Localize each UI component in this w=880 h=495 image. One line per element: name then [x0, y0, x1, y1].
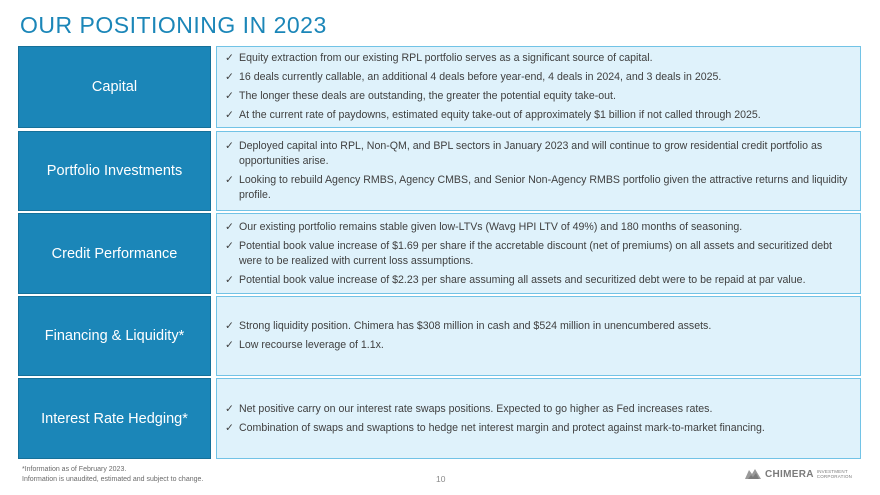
- check-icon: ✓: [225, 71, 234, 83]
- row-content: [216, 213, 861, 294]
- bullet-item: ✓ The longer these deals are outstanding, the greater the potential equity take-out.: [225, 90, 616, 102]
- check-icon: ✓: [225, 339, 234, 351]
- row-content: [216, 46, 861, 128]
- row-content: [216, 296, 861, 376]
- row-interest-rate-hedging: [18, 378, 861, 459]
- bullet-item: ✓ Potential book value increase of $2.23 per share assuming all assets and securitized debt were to be repaid at par value.: [225, 273, 806, 286]
- bullet-item: ✓ Deployed capital into RPL, Non-QM, and BPL sectors in January 2023 and will continue to grow residential credit portfolio as opportunities arise.: [225, 140, 823, 167]
- bullet-item: ✓ At the current rate of paydowns, estimated equity take-out of approximately $1 billion if not called through 2025.: [225, 109, 761, 121]
- check-icon: ✓: [225, 90, 234, 102]
- check-icon: ✓: [225, 174, 234, 186]
- bullet-item: ✓ Strong liquidity position. Chimera has $308 million in cash and $524 million in unencumbered assets.: [225, 320, 712, 332]
- bullet-item: ✓ Net positive carry on our interest rate swaps positions. Expected to go higher as Fed increases rates.: [225, 402, 713, 415]
- footnote-line: *Information as of February 2023.: [22, 466, 127, 473]
- company-logo: [744, 467, 852, 481]
- bullet-item: ✓ Potential book value increase of $1.69 per share if the accretable discount (net of premiums) on all assets and securitized debt were to be realized with current loss assumptions.: [225, 239, 832, 267]
- footnote: [22, 465, 203, 485]
- footnote-line: Information is unaudited, estimated and subject to change.: [22, 476, 204, 483]
- row-financing-liquidity: [18, 296, 861, 376]
- row-label: Financing & Liquidity*: [18, 296, 211, 376]
- logo-name: CHIMERA: [765, 468, 814, 480]
- check-icon: ✓: [225, 402, 234, 415]
- check-icon: ✓: [225, 140, 234, 152]
- row-label: Credit Performance: [18, 213, 211, 294]
- logo-subtitle: INVESTMENT CORPORATION: [816, 469, 853, 479]
- row-label: Interest Rate Hedging*: [18, 378, 211, 459]
- check-icon: ✓: [225, 239, 234, 252]
- row-label: Portfolio Investments: [18, 131, 211, 211]
- check-icon: ✓: [225, 273, 234, 286]
- row-capital: [18, 46, 861, 128]
- check-icon: ✓: [225, 220, 234, 233]
- bullet-item: ✓ Combination of swaps and swaptions to hedge net interest margin and protect against mark-to-market financing.: [225, 421, 765, 434]
- check-icon: ✓: [225, 421, 234, 434]
- bullet-item: ✓ 16 deals currently callable, an additional 4 deals before year-end, 4 deals in 2024, and 3 deals in 2025.: [225, 71, 722, 83]
- bullet-item: ✓ Equity extraction from our existing RPL portfolio serves as a significant source of capital.: [225, 52, 653, 64]
- check-icon: ✓: [225, 52, 234, 64]
- page-number: 10: [436, 474, 446, 484]
- row-label: Capital: [18, 46, 211, 128]
- bullet-item: ✓ Looking to rebuild Agency RMBS, Agency CMBS, and Senior Non-Agency RMBS portfolio given the attractive returns and liquidity profile.: [225, 174, 848, 201]
- row-credit-performance: [18, 213, 861, 294]
- bullet-item: ✓ Low recourse leverage of 1.1x.: [225, 339, 384, 351]
- row-portfolio-investments: [18, 131, 861, 211]
- row-content: [216, 378, 861, 459]
- check-icon: ✓: [225, 320, 234, 332]
- bullet-item: ✓ Our existing portfolio remains stable given low-LTVs (Wavg HPI LTV of 49%) and 180 months of seasoning.: [225, 220, 743, 233]
- check-icon: ✓: [225, 109, 234, 121]
- chimera-logo-icon: [744, 467, 762, 481]
- page-title: OUR POSITIONING IN 2023: [20, 12, 327, 38]
- row-content: [216, 131, 861, 211]
